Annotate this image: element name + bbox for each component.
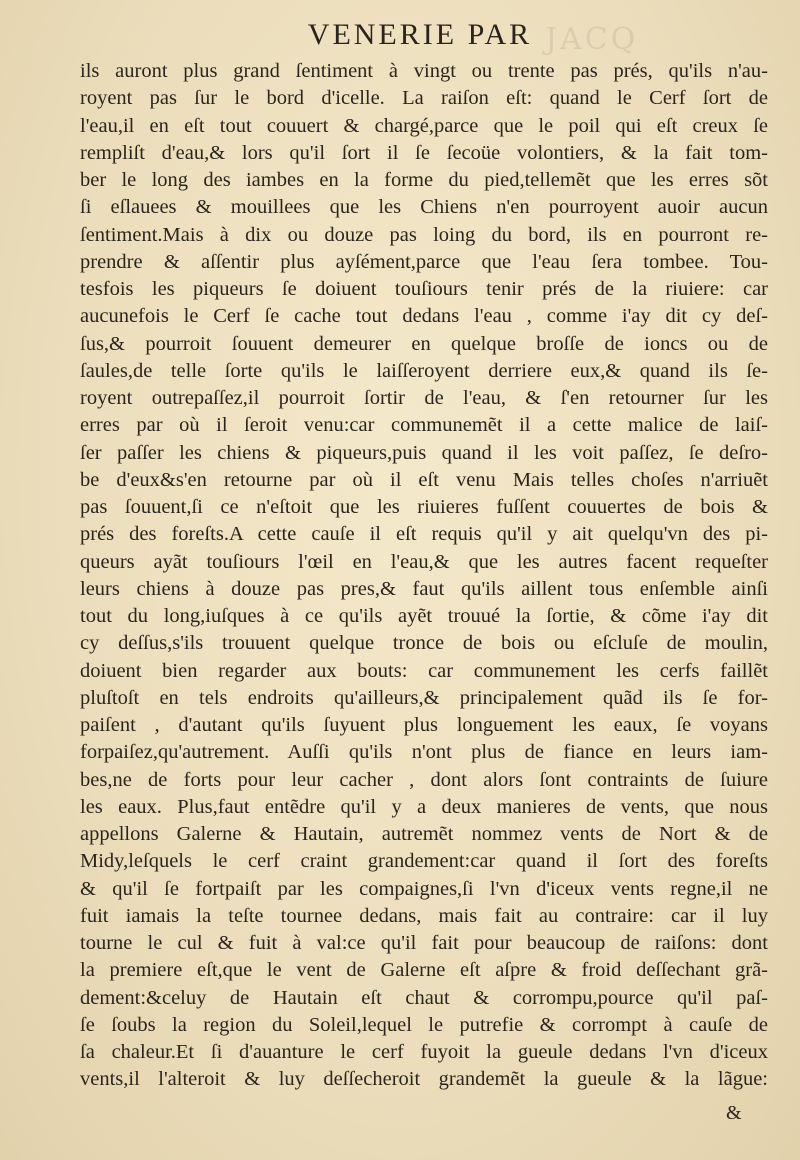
text-line: l'eau,il en eſt tout couuert & chargé,parce que le poil qui eſt creux ſe (80, 114, 768, 137)
text-line: vents,il l'alteroit & luy deſſecheroit grandemẽt la gueule & la lãgue: (80, 1068, 768, 1091)
text-line: appellons Galerne & Hautain, autremẽt nommez vents de Nort & de (80, 823, 768, 845)
text-line: rempliſt d'eau,& lors qu'il ſort il ſe ſecoüe volontiers, & la fait tom- (80, 141, 768, 164)
text-line: forpaiſez,qu'autrement. Auſſi qu'ils n'ont plus de fiance en leurs iam- (80, 741, 768, 764)
text-line: ſaules,de telle ſorte qu'ils le laiſſeroyent derriere eux,& quand ils ſe- (80, 359, 768, 382)
text-line: be d'eux&s'en retourne par où il eſt venu Mais telles choſes n'arriuẽt (80, 468, 768, 491)
text-line: & qu'il ſe fortpaiſt par les compaignes,ſi l'vn d'iceux vents regne,il ne (80, 877, 768, 900)
text-line: bes,ne de forts pour leur cacher , dont alors ſont contraints de ſuiure (80, 768, 768, 791)
text-line: ſus,& pourroit ſouuent demeurer en quelque broſſe de ioncs ou de (80, 332, 768, 355)
text-line: aucunefois le Cerf ſe cache tout dedans l'eau , comme i'ay dit cy deſ- (80, 305, 768, 328)
catchword: & (726, 1102, 742, 1124)
text-line: les eaux. Plus,faut entẽdre qu'il y a deux manieres de vents, que nous (80, 795, 768, 818)
text-line: ſi eſlauees & mouillees que les Chiens n'en pourroyent auoir aucun (80, 196, 768, 219)
text-line: ſa chaleur.Et ſi d'auanture le cerf fuyoit la gueule dedans l'vn d'iceux (80, 1041, 768, 1063)
text-line: prendre & aſſentir plus ayſément,parce que l'eau ſera tombee. Tou- (80, 250, 768, 273)
bleed-through-text: JACQ (545, 22, 639, 57)
running-header: VENERIE PAR (307, 18, 533, 51)
text-line: pluſtoſt en tels endroits qu'ailleurs,& principalement quãd ils ſe for- (80, 686, 768, 709)
text-line: ſer paſſer les chiens & piqueurs,puis quand il les voit paſſez, ſe deſro- (80, 441, 768, 464)
text-line: prés des foreſts.A cette cauſe il eſt requis qu'il y ait quelqu'vn des pi- (80, 523, 768, 546)
text-line: ils auront plus grand ſentiment à vingt ou trente pas prés, qu'ils n'au- (80, 60, 768, 82)
text-line: ber le long des iambes en la forme du pied,tellemẽt que les erres sõt (80, 169, 768, 191)
text-line: leurs chiens à douze pas pres,& faut qu'ils aillent tous enſemble ainſi (80, 577, 768, 600)
text-line: erres par où il ſeroit venu:car communemẽt il a cette malice de laiſ- (80, 414, 768, 437)
text-line: paiſent , d'autant qu'ils ſuyuent plus longuement les eaux, ſe voyans (80, 714, 768, 736)
text-line: ſe ſoubs la region du Soleil,lequel le putrefie & corrompt à cauſe de (80, 1013, 768, 1036)
text-line: tourne le cul & fuit à val:ce qu'il fait pour beaucoup de raiſons: dont (80, 932, 768, 954)
text-line: royent pas ſur le bord d'icelle. La raiſon eſt: quand le Cerf ſort de (80, 87, 768, 110)
text-line: queurs ayãt touſiours l'œil en l'eau,& que les autres facent requeſter (80, 550, 768, 573)
text-line: Midy,leſquels le cerf craint grandement:car quand il ſort des foreſts (80, 850, 768, 873)
text-line: cy deſſus,s'ils trouuent quelque tronce de bois ou eſcluſe de moulin, (80, 632, 768, 655)
text-line: royent outrepaſſez,il pourroit ſortir de l'eau, & ſ'en retourner ſur les (80, 387, 768, 409)
text-line: tesfois les piqueurs ſe doiuent touſiours tenir prés de la riuiere: car (80, 278, 768, 300)
text-line: fuit iamais la teſte tournee dedans, mais fait au contraire: car il luy (80, 904, 768, 927)
text-line: la premiere eſt,que le vent de Galerne eſt aſpre & froid deſſechant grã- (80, 959, 768, 982)
text-line: pas ſouuent,ſi ce n'eſtoit que les riuieres fuſſent couuertes de bois & (80, 496, 768, 518)
text-line: tout du long,iuſques à ce qu'ils ayẽt trouué la ſortie, & cõme i'ay dit (80, 605, 768, 627)
text-line: ſentiment.Mais à dix ou douze pas loing du bord, ils en pourront re- (80, 223, 768, 246)
text-line: dement:&celuy de Hautain eſt chaut & corrompu,pource qu'il paſ- (80, 986, 768, 1009)
body-text (80, 58, 768, 1094)
text-line: doiuent bien regarder aux bouts: car communement les cerfs faillẽt (80, 659, 768, 682)
